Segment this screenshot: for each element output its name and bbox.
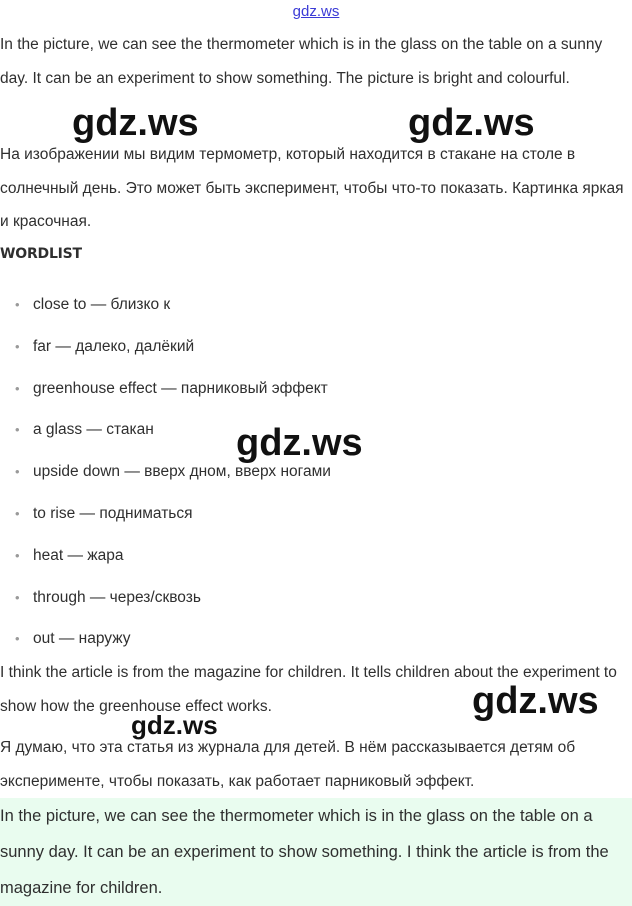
bullet-icon: • — [15, 297, 20, 312]
watermark: gdz.ws — [472, 680, 599, 722]
site-link[interactable]: gdz.ws — [292, 3, 340, 20]
list-item-text: through — через/сквозь — [33, 588, 201, 606]
watermark: gdz.ws — [131, 710, 218, 740]
bullet-icon: • — [15, 464, 20, 480]
bullet-icon: • — [15, 380, 20, 396]
list-item-text: to rise — подниматься — [33, 504, 193, 522]
summary-text: In the picture, we can see the thermometer which is in the glass on the table on a sunny day. It can be an experiment to show something. I think the article is from the magazine for children. — [0, 807, 609, 897]
list-item-text: far — далеко, далёкий — [33, 337, 195, 355]
list-item-text: heat — жара — [33, 546, 124, 564]
paragraph-russian-description: На изображении мы видим термометр, который находится в стакане на столе в солнечный день. Это может быть эксперимент, чтобы что-то показать. Картинка яркая и красочная. — [0, 146, 624, 230]
bullet-icon: • — [15, 631, 20, 647]
bullet-icon: • — [15, 505, 20, 521]
watermark: gdz.ws — [408, 102, 535, 144]
paragraph-english-description: In the picture, we can see the thermometer which is in the glass on the table on a sunny day. It can be an experiment to show something. The picture is bright and colourful. — [0, 36, 603, 87]
list-item — [0, 284, 331, 326]
list-item — [0, 326, 331, 368]
watermark: gdz.ws — [72, 102, 199, 144]
bullet-icon: • — [15, 338, 20, 354]
paragraph-russian-article: Я думаю, что эта статья из журнала для детей. В нём рассказывается детям об эксперименте, чтобы показать, как работает парниковый эффект. — [0, 739, 576, 790]
list-item — [0, 493, 331, 535]
bullet-icon: • — [15, 547, 20, 563]
list-item-text: upside down — вверх дном, вверх ногами — [33, 463, 331, 481]
list-item — [0, 618, 331, 660]
bullet-icon: • — [15, 422, 20, 438]
wordlist — [0, 284, 331, 660]
list-item-text: greenhouse effect — парниковый эффект — [33, 379, 328, 397]
list-item — [0, 577, 331, 619]
summary-box — [0, 798, 632, 906]
watermark: gdz.ws — [236, 422, 363, 464]
paragraph-english-article: I think the article is from the magazine for children. It tells children about the experiment to show how the greenhouse effect works. — [0, 664, 617, 715]
list-item-text: out — наружу — [33, 630, 131, 648]
wordlist-heading: WORDLIST — [0, 246, 82, 262]
list-item — [0, 368, 331, 410]
list-item-text: close to — близко к — [33, 296, 171, 313]
bullet-icon: • — [15, 589, 20, 605]
list-item-text: a glass — стакан — [33, 421, 154, 439]
list-item — [0, 535, 331, 577]
